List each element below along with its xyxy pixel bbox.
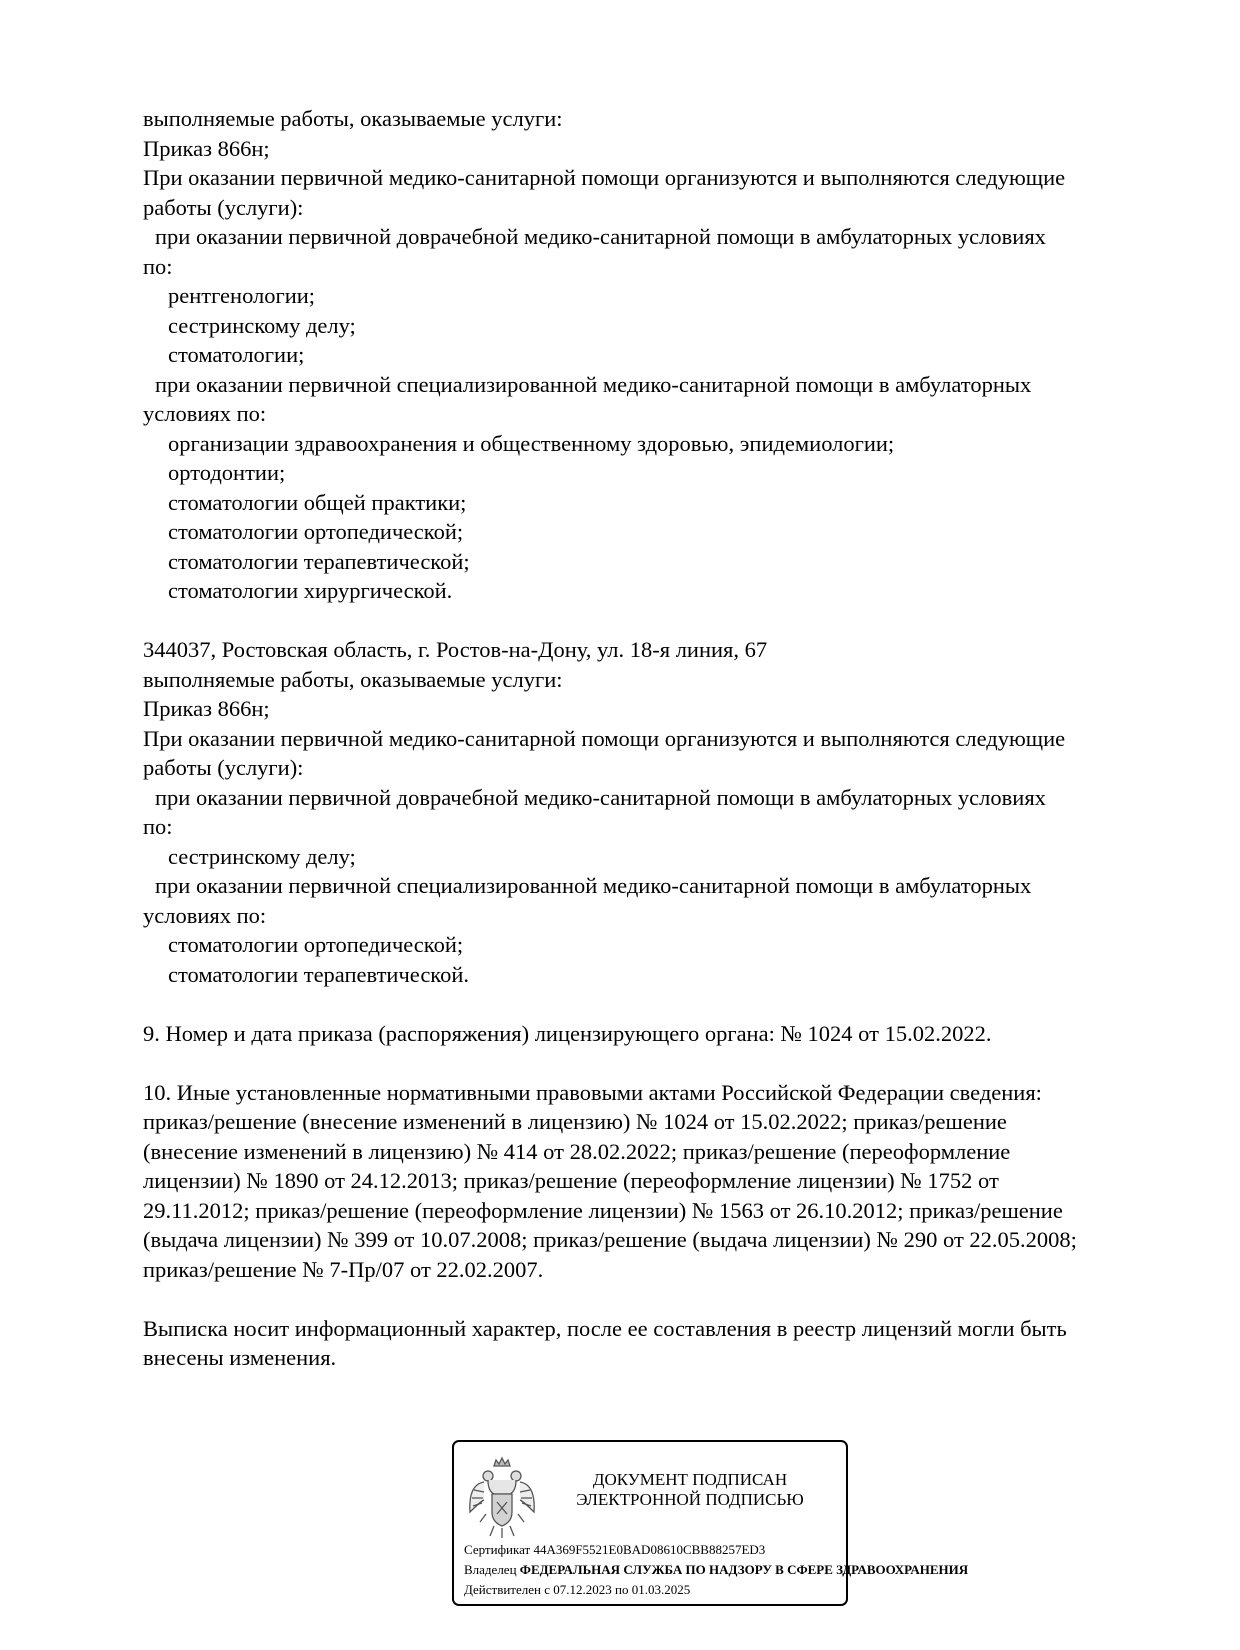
text-line: условиях по: xyxy=(143,401,267,426)
disclaimer-line: Выписка носит информационный характер, после ее составления в реестр лицензий могли быть xyxy=(143,1315,1067,1341)
text-line: При оказании первичной медико-санитарной помощи организуются и выполняются следующие xyxy=(143,725,1066,751)
text-line: При оказании первичной медико-санитарной помощи организуются и выполняются следующие xyxy=(143,165,1066,190)
text-line: (внесение изменений в лицензию) № 414 от 28.02.2022; приказ/решение (переоформление xyxy=(143,1138,1011,1164)
order-number-line: 9. Номер и дата приказа (распоряжения) лицензирующего органа: № 1024 от 15.02.2022. xyxy=(143,1020,992,1046)
text-line: по: xyxy=(143,814,173,839)
text-line: при оказании первичной специализированной медико-санитарной помощи в амбулаторных xyxy=(155,371,1032,397)
list-item: стоматологии ортопедической; xyxy=(168,932,464,957)
certificate-line: Сертификат 44A369F5521E0BAD08610CBB88257ED3 xyxy=(464,1542,766,1557)
text-line: при оказании первичной доврачебной медико-санитарной помощи в амбулаторных условиях xyxy=(155,224,1046,249)
stamp-title: ДОКУМЕНТ ПОДПИСАН ЭЛЕКТРОННОЙ ПОДПИСЬЮ xyxy=(576,1470,804,1509)
list-item: стоматологии терапевтической; xyxy=(168,548,470,574)
text-line: работы (услуги): xyxy=(143,194,304,220)
list-item: стоматологии хирургической. xyxy=(168,578,453,603)
owner-line: Владелец ФЕДЕРАЛЬНАЯ СЛУЖБА ПО НАДЗОРУ В СФЕРЕ ЗДРАВООХРАНЕНИЯ xyxy=(464,1562,969,1577)
text-line: приказ/решение № 7-Пр/07 от 22.02.2007. xyxy=(143,1256,544,1282)
document-body xyxy=(143,104,1163,1373)
disclaimer-line: внесены изменения. xyxy=(143,1345,337,1370)
text-line: выполняемые работы, оказываемые услуги: xyxy=(143,106,563,131)
text-line: выполняемые работы, оказываемые услуги: xyxy=(143,666,563,692)
text-line: 29.11.2012; приказ/решение (переоформление лицензии) № 1563 от 26.10.2012; приказ/решение xyxy=(143,1197,1063,1223)
text-line: Приказ 866н; xyxy=(143,135,270,161)
text-line: по: xyxy=(143,253,173,279)
text-line: при оказании первичной специализированной медико-санитарной помощи в амбулаторных xyxy=(155,873,1032,898)
list-item: стоматологии ортопедической; xyxy=(168,519,464,544)
text-line: лицензии) № 1890 от 24.12.2013; приказ/решение (переоформление лицензии) № 1752 от xyxy=(143,1168,999,1193)
list-item: сестринскому делу; xyxy=(168,843,356,869)
electronic-signature-stamp xyxy=(452,1440,969,1606)
list-item: стоматологии терапевтической. xyxy=(168,961,470,987)
text-line: при оказании первичной доврачебной медико-санитарной помощи в амбулаторных условиях xyxy=(155,784,1046,810)
russian-coat-of-arms-icon xyxy=(466,1456,538,1540)
list-item: стоматологии; xyxy=(168,342,305,367)
validity-line: Действителен с 07.12.2023 по 01.03.2025 xyxy=(464,1582,691,1597)
address-line: 344037, Ростовская область, г. Ростов-на-Дону, ул. 18-я линия, 67 xyxy=(143,637,768,662)
text-line: работы (услуги): xyxy=(143,755,304,780)
list-item: рентгенологии; xyxy=(168,283,316,308)
text-line: Приказ 866н; xyxy=(143,696,270,721)
text-line: условиях по: xyxy=(143,902,267,928)
list-item: стоматологии общей практики; xyxy=(168,489,467,515)
list-item: сестринскому делу; xyxy=(168,312,356,338)
text-line: приказ/решение (внесение изменений в лицензию) № 1024 от 15.02.2022; приказ/решение xyxy=(143,1109,1007,1134)
text-line: (выдача лицензии) № 399 от 10.07.2008; приказ/решение (выдача лицензии) № 290 от 22.05.2008; xyxy=(143,1227,1077,1252)
list-item: организации здравоохранения и общественному здоровью, эпидемиологии; xyxy=(168,430,895,456)
list-item: ортодонтии; xyxy=(168,460,286,485)
text-line: 10. Иные установленные нормативными правовыми актами Российской Федерации сведения: xyxy=(143,1079,1042,1105)
